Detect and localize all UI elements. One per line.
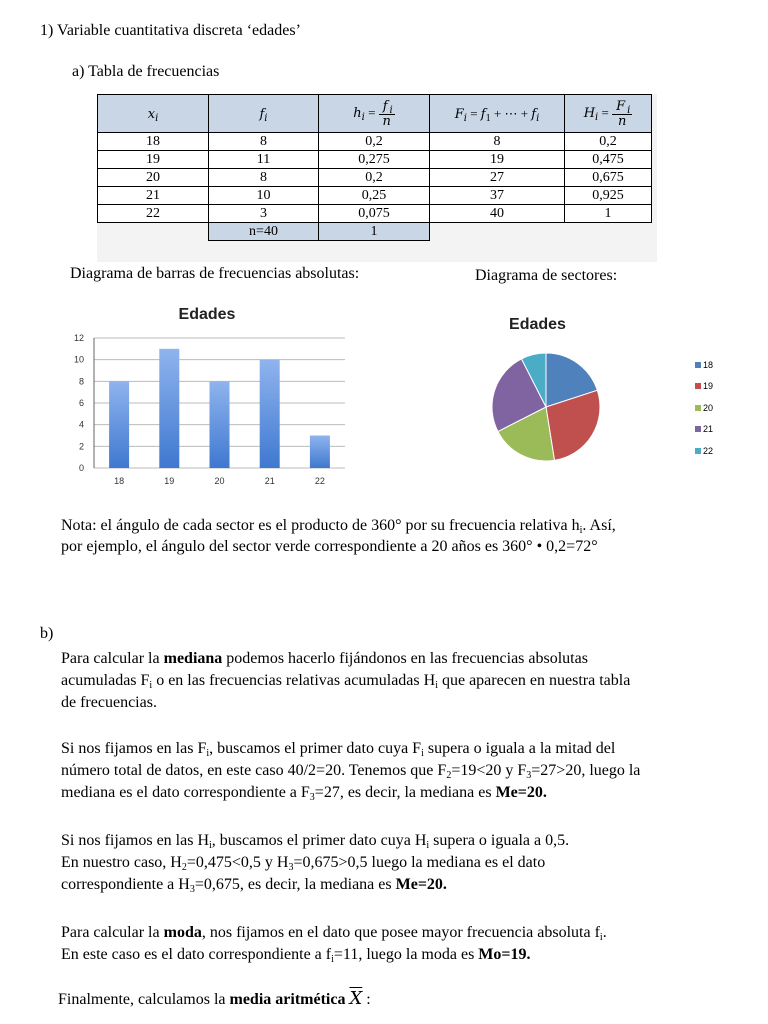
frequency-table <box>97 94 652 241</box>
header-hi: $h_i$ = $\frac{f _i}{n}$ <box>319 95 430 133</box>
pie-chart-title: Edades <box>509 316 566 333</box>
bar-22 <box>310 436 330 469</box>
table-row <box>98 133 652 151</box>
bar-18 <box>109 381 129 468</box>
bar-20 <box>210 381 230 468</box>
cell: 8 <box>209 169 319 187</box>
legend-item: 21 <box>695 419 713 441</box>
cell: 19 <box>430 151 565 169</box>
legend-swatch-20 <box>695 405 701 411</box>
cell: 27 <box>430 169 565 187</box>
mediana-H-paragraph: Si nos fijamos en las $H_i$, buscamos el primer dato cuya $H_i$ supera o iguala a 0,5. En nuestro caso, $H_2=0,475<0,5$ y $H_3=0,675>0,5$ luego la mediana es el dato correspondiente a $H_3=0,675$, es decir, la mediana es Me=20. <box>61 832 570 895</box>
cell: 10 <box>209 187 319 205</box>
blank-cell <box>430 223 565 241</box>
header-Hi: $H_i$ = $\frac{F _i}{n}$ <box>565 95 652 133</box>
mediana-paragraph: Para calcular la mediana podemos hacerlo fijándonos en las frecuencias absolutas acumuladas $F_i$ o en las frecuencias relativas acumuladas $H_i$ que aparecen en nuestra tabla de frecuencias. <box>61 650 631 711</box>
pie-chart-svg <box>470 308 620 478</box>
cell: 0,275 <box>319 151 430 169</box>
bar-19 <box>159 349 179 468</box>
cell: 11 <box>209 151 319 169</box>
pie-legend <box>695 354 713 462</box>
cell: 37 <box>430 187 565 205</box>
media-paragraph: Finalmente, calculamos la media aritmética $\overline{X}$ : <box>58 988 371 1009</box>
bar-chart <box>62 298 352 498</box>
mediana-F-paragraph: Si nos fijamos en las $F_i$, buscamos el primer dato cuya $F_i$ supera o iguala a la mitad del número total de datos, en este caso 40/2=20. Tenemos que $F_2=19<20$ y $F_3=27>20$, luego la mediana es el dato correspondiente a $F_3=27$, es decir, la mediana es Me=20. <box>61 740 641 803</box>
cell: 20 <box>98 169 209 187</box>
header-Fi: $F_i = f_1$ + ⋯ + $f_i$ <box>430 95 565 133</box>
y-tick-label: 12 <box>73 333 84 343</box>
header-xi: $x_i$ <box>98 95 209 133</box>
legend-swatch-19 <box>695 383 701 389</box>
total-n-cell: n=40 <box>209 223 319 241</box>
cell: 0,25 <box>319 187 430 205</box>
y-tick-label: 8 <box>78 376 84 387</box>
table-row <box>98 205 652 223</box>
bar-chart-title: Edades <box>178 306 236 323</box>
total-h-cell: 1 <box>319 223 430 241</box>
y-tick-label: 4 <box>78 419 84 430</box>
blank-cell <box>565 223 652 241</box>
legend-item: 20 <box>695 397 713 419</box>
totals-row <box>98 223 652 241</box>
table-row <box>98 169 652 187</box>
cell: 1 <box>565 205 652 223</box>
cell: 8 <box>209 133 319 151</box>
pie-caption: Diagrama de sectores: <box>475 267 618 284</box>
mean-symbol: $\overline{X}$ <box>349 988 363 1009</box>
header-fi: $f_i$ <box>209 95 319 133</box>
pie-chart <box>470 308 740 478</box>
cell: 0,925 <box>565 187 652 205</box>
legend-item: 19 <box>695 376 713 398</box>
subsection-b: b) <box>40 625 54 642</box>
legend-swatch-22 <box>695 448 701 454</box>
legend-item: 18 <box>695 354 713 376</box>
cell: 0,075 <box>319 205 430 223</box>
x-tick-label: 22 <box>314 476 325 486</box>
cell: 40 <box>430 205 565 223</box>
cell: 0,2 <box>319 169 430 187</box>
cell: 8 <box>430 133 565 151</box>
cell: 22 <box>98 205 209 223</box>
subsection-a: a) Tabla de frecuencias <box>72 63 220 80</box>
bar-21 <box>260 360 280 468</box>
cell: 3 <box>209 205 319 223</box>
cell: 0,475 <box>565 151 652 169</box>
cell: 19 <box>98 151 209 169</box>
legend-item: 22 <box>695 440 713 462</box>
cell: 21 <box>98 187 209 205</box>
y-tick-label: 10 <box>73 354 84 365</box>
section-heading: 1) Variable cuantitativa discreta ‘edades’ <box>40 22 301 39</box>
y-tick-label: 6 <box>78 398 84 408</box>
blank-cell <box>98 223 209 241</box>
bar-caption: Diagrama de barras de frecuencias absolutas: <box>70 265 360 282</box>
y-tick-label: 0 <box>78 463 84 473</box>
x-tick-label: 21 <box>264 476 275 486</box>
cell: 0,675 <box>565 169 652 187</box>
x-tick-label: 20 <box>214 476 225 486</box>
table-row <box>98 151 652 169</box>
x-tick-label: 18 <box>114 476 125 486</box>
cell: 0,2 <box>319 133 430 151</box>
frequency-table-panel <box>97 94 657 262</box>
moda-paragraph: Para calcular la moda, nos fijamos en el dato que posee mayor frecuencia absoluta $f_i$. En este caso es el dato correspondiente a $f_i=11$, luego la moda es Mo=19. <box>61 924 607 965</box>
cell: 18 <box>98 133 209 151</box>
bar-chart-svg <box>62 298 352 498</box>
note-paragraph: Nota: el ángulo de cada sector es el producto de 360° por su frecuencia relativa $h_i$. Así, por ejemplo, el ángulo del sector verde correspondiente a 20 años es 360° • 0,2=72° <box>61 517 616 555</box>
table-row <box>98 187 652 205</box>
legend-swatch-18 <box>695 362 701 368</box>
x-tick-label: 19 <box>164 476 175 486</box>
legend-swatch-21 <box>695 426 701 432</box>
cell: 0,2 <box>565 133 652 151</box>
y-tick-label: 2 <box>78 441 84 452</box>
